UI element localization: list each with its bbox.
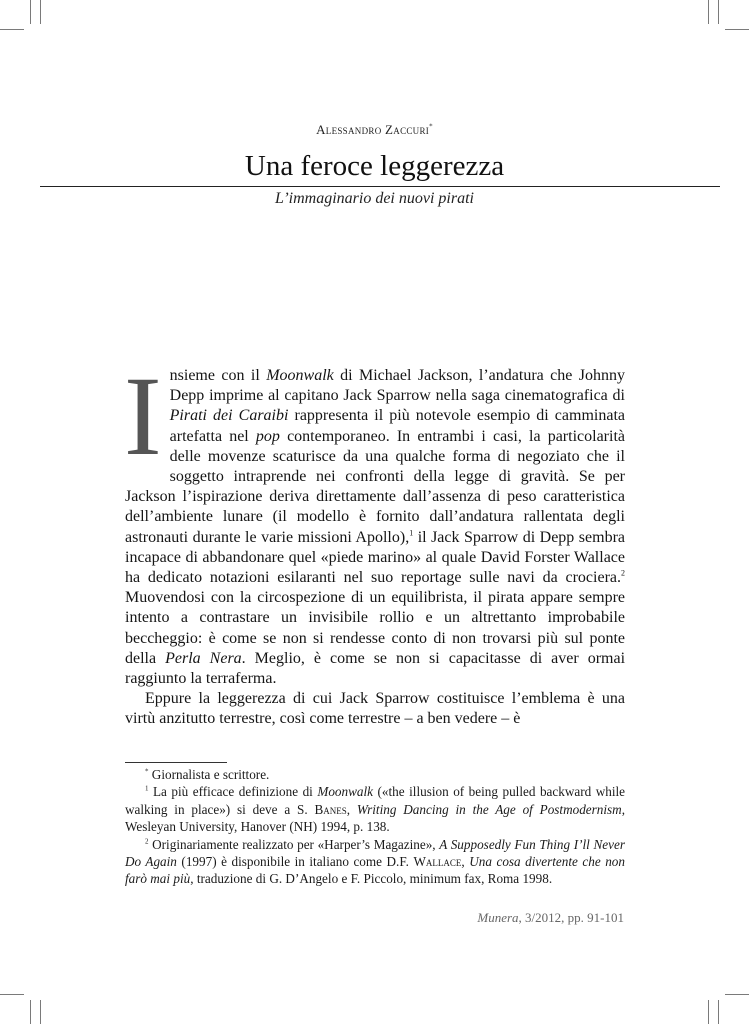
crop-mark — [718, 0, 719, 24]
footnote-2: $^2$ Originariamente realizzato per «Harper’s Magazine», A Supposedly Fun Thing I’ll Never Do Again (1997) è disponibile in italiano come D.F. Wallace, Una cosa divertente che non farò mai più, traduzione di G. D’Angelo e F. Piccolo, minimum fax, Roma 1998. — [125, 836, 625, 887]
crop-mark — [725, 994, 749, 995]
author-footnote-mark: * — [429, 122, 433, 131]
crop-mark — [40, 0, 41, 24]
crop-mark — [718, 1000, 719, 1024]
author-name: Alessandro Zaccuri* — [316, 122, 433, 137]
journal-reference: Munera, 3/2012, pp. 91-101 — [477, 910, 624, 925]
footnote-ref-2: 2 — [621, 568, 625, 578]
crop-mark — [30, 1000, 31, 1024]
footnote-author: * Giornalista e scrittore. — [145, 767, 270, 782]
crop-mark — [0, 994, 24, 995]
footnote-1: $^1$ La più efficace definizione di Moonwalk («the illusion of being pulled backward while walking in place») si deve a S. Banes, Writing Dancing in the Age of Postmodernism, Wesleyan University, Hanover (NH) 1994, p. 138. — [125, 784, 625, 835]
crop-mark — [30, 0, 31, 24]
footnote-ref-1: 1 — [409, 528, 414, 538]
crop-mark — [40, 1000, 41, 1024]
footnote-separator — [125, 762, 227, 763]
title-rule — [40, 186, 720, 187]
crop-mark — [708, 1000, 709, 1024]
crop-mark — [725, 29, 749, 30]
footnotes — [125, 766, 625, 888]
crop-mark — [0, 29, 24, 30]
article-title: Una feroce leggerezza — [244, 150, 505, 182]
article-subtitle: L’immaginario dei nuovi pirati — [275, 190, 474, 207]
drop-cap: I — [124, 354, 162, 479]
paragraph-1: Insieme con il Moonwalk di Michael Jackson, l’andatura che Johnny Depp imprime al capitano Jack Sparrow nella saga cinematografica di Pirati dei Caraibi rappresenta il più notevole esempio di camminata artefatta nel pop contemporaneo. In entrambi i casi, la particolarità delle movenze scaturisce da una qualche forma di negoziato che il soggetto intraprende nei confronti della legge di gravità. Se per Jackson l’ispirazione deriva direttamente dall’assenza di peso caratteristica dell’ambiente lunare (il modello è fornito dall’andatura rallentata degli astronauti durante le varie missioni Apollo),$^1$ il Jack Sparrow di Depp sembra incapace di abbandonare quel «piede marino» al quale David Forster Wallace ha dedicato notazioni esilaranti nel suo reportage sulle navi da crociera.$^2$ Muovendosi con la circospezione di un equilibrista, il pirata appare sempre intento a contrastare un invisibile rollio e un altrettanto improbabile beccheggio: è come se non si rendesse conto di non trovarsi più sul ponte della Perla Nera. Meglio, è come se non si capacitasse di aver ormai raggiunto la terraferma. — [124, 354, 626, 688]
paragraph-2: Eppure la leggerezza di cui Jack Sparrow costituisce l’emblema è una virtù anzitutto terrestre, così come terrestre – a ben vedere – è — [125, 690, 625, 728]
crop-mark — [708, 0, 709, 24]
article-body — [124, 354, 626, 730]
